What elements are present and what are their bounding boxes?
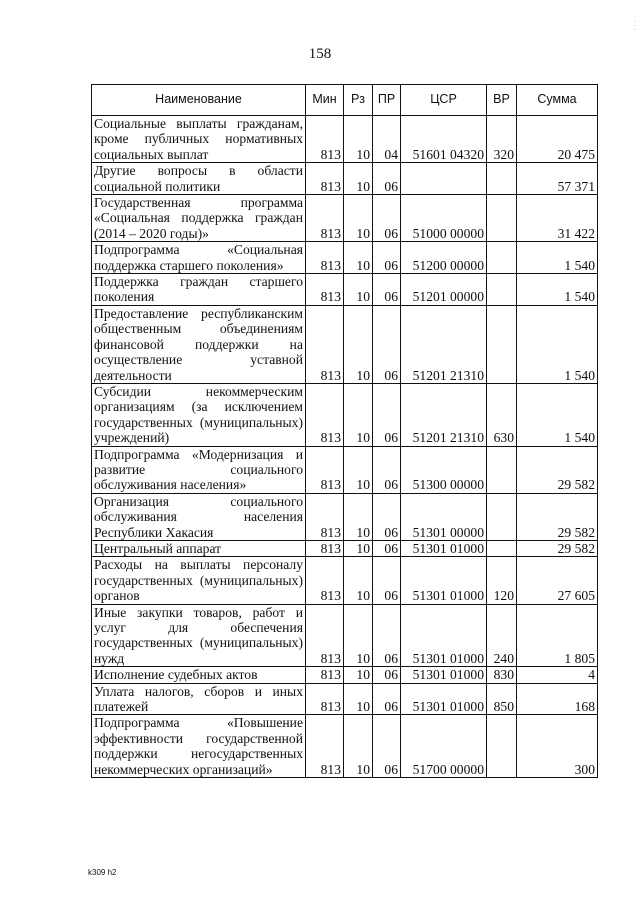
cell-vr: 120	[487, 557, 517, 604]
cell-sum: 1 540	[517, 274, 598, 306]
cell-vr: 240	[487, 604, 517, 667]
cell-name: Субсидии некоммерческим организациям (за исключением государственных (муниципальных) учреждений)	[92, 383, 306, 446]
cell-csr: 51301 00000	[401, 493, 487, 540]
cell-csr: 51301 01000	[401, 667, 487, 683]
cell-csr: 51201 21310	[401, 305, 487, 383]
cell-csr: 51301 01000	[401, 557, 487, 604]
header-pr: ПР	[373, 85, 401, 116]
table-row	[92, 242, 598, 274]
table-row	[92, 493, 598, 540]
cell-min: 813	[306, 195, 344, 242]
cell-sum: 1 540	[517, 242, 598, 274]
cell-sum: 1 540	[517, 383, 598, 446]
cell-pr: 06	[373, 383, 401, 446]
cell-rz: 10	[344, 715, 373, 778]
cell-pr: 06	[373, 195, 401, 242]
header-csr: ЦСР	[401, 85, 487, 116]
cell-vr	[487, 540, 517, 556]
budget-table	[91, 84, 598, 778]
cell-rz: 10	[344, 242, 373, 274]
cell-name: Расходы на выплаты персоналу государственных (муниципальных) органов	[92, 557, 306, 604]
table-body	[92, 116, 598, 778]
cell-sum: 27 605	[517, 557, 598, 604]
cell-rz: 10	[344, 493, 373, 540]
cell-rz: 10	[344, 383, 373, 446]
cell-rz: 10	[344, 667, 373, 683]
cell-min: 813	[306, 446, 344, 493]
table-row	[92, 195, 598, 242]
cell-pr: 06	[373, 274, 401, 306]
cell-pr: 06	[373, 242, 401, 274]
cell-pr: 06	[373, 540, 401, 556]
cell-rz: 10	[344, 116, 373, 163]
cell-vr	[487, 163, 517, 195]
cell-csr: 51301 01000	[401, 540, 487, 556]
cell-min: 813	[306, 493, 344, 540]
table-row	[92, 715, 598, 778]
cell-min: 813	[306, 305, 344, 383]
cell-name: Государственная программа «Социальная поддержка граждан (2014 – 2020 годы)»	[92, 195, 306, 242]
cell-name: Другие вопросы в области социальной политики	[92, 163, 306, 195]
cell-csr: 51700 00000	[401, 715, 487, 778]
cell-name: Уплата налогов, сборов и иных платежей	[92, 683, 306, 715]
cell-name: Поддержка граждан старшего поколения	[92, 274, 306, 306]
cell-sum: 300	[517, 715, 598, 778]
cell-name: Исполнение судебных актов	[92, 667, 306, 683]
cell-min: 813	[306, 683, 344, 715]
cell-csr: 51200 00000	[401, 242, 487, 274]
cell-name: Социальные выплаты гражданам, кроме публичных нормативных социальных выплат	[92, 116, 306, 163]
cell-vr	[487, 305, 517, 383]
cell-min: 813	[306, 557, 344, 604]
header-name: Наименование	[92, 85, 306, 116]
footer-code: k309 h2	[88, 868, 117, 877]
table-row	[92, 274, 598, 306]
cell-min: 813	[306, 274, 344, 306]
cell-name: Подпрограмма «Повышение эффективности государственной поддержки негосударственных некоммерческих организаций»	[92, 715, 306, 778]
cell-sum: 168	[517, 683, 598, 715]
cell-pr: 06	[373, 446, 401, 493]
cell-vr	[487, 242, 517, 274]
cell-min: 813	[306, 604, 344, 667]
header-min: Мин	[306, 85, 344, 116]
table-row	[92, 305, 598, 383]
cell-pr: 06	[373, 305, 401, 383]
cell-rz: 10	[344, 683, 373, 715]
table-row	[92, 540, 598, 556]
cell-csr: 51601 04320	[401, 116, 487, 163]
cell-vr	[487, 446, 517, 493]
cell-rz: 10	[344, 604, 373, 667]
cell-vr: 830	[487, 667, 517, 683]
cell-rz: 10	[344, 305, 373, 383]
cell-min: 813	[306, 242, 344, 274]
cell-sum: 4	[517, 667, 598, 683]
cell-name: Иные закупки товаров, работ и услуг для обеспечения государственных (муниципальных) нужд	[92, 604, 306, 667]
cell-name: Подпрограмма «Модернизация и развитие социального обслуживания населения»	[92, 446, 306, 493]
cell-name: Подпрограмма «Социальная поддержка старшего поколения»	[92, 242, 306, 274]
cell-min: 813	[306, 540, 344, 556]
cell-name: Предоставление республиканским общественным объединениям финансовой поддержки на осуществление уставной деятельности	[92, 305, 306, 383]
cell-pr: 06	[373, 163, 401, 195]
cell-vr	[487, 493, 517, 540]
cell-rz: 10	[344, 274, 373, 306]
cell-sum: 31 422	[517, 195, 598, 242]
cell-pr: 06	[373, 715, 401, 778]
table-row	[92, 116, 598, 163]
header-row	[92, 85, 598, 116]
cell-name: Центральный аппарат	[92, 540, 306, 556]
cell-rz: 10	[344, 195, 373, 242]
cell-pr: 06	[373, 493, 401, 540]
page-number: 158	[308, 46, 332, 62]
cell-vr	[487, 715, 517, 778]
cell-vr: 850	[487, 683, 517, 715]
cell-rz: 10	[344, 540, 373, 556]
table-header	[92, 85, 598, 116]
cell-min: 813	[306, 715, 344, 778]
cell-pr: 06	[373, 604, 401, 667]
cell-rz: 10	[344, 446, 373, 493]
table-row	[92, 446, 598, 493]
cell-pr: 04	[373, 116, 401, 163]
cell-csr: 51301 01000	[401, 683, 487, 715]
cell-vr: 320	[487, 116, 517, 163]
table-row	[92, 557, 598, 604]
cell-sum: 20 475	[517, 116, 598, 163]
cell-pr: 06	[373, 557, 401, 604]
table-row	[92, 604, 598, 667]
cell-min: 813	[306, 116, 344, 163]
cell-vr: 630	[487, 383, 517, 446]
cell-sum: 29 582	[517, 540, 598, 556]
table-row	[92, 667, 598, 683]
cell-csr: 51301 01000	[401, 604, 487, 667]
cell-sum: 1 540	[517, 305, 598, 383]
cell-sum: 57 371	[517, 163, 598, 195]
cell-rz: 10	[344, 557, 373, 604]
cell-name: Организация социального обслуживания населения Республики Хакасия	[92, 493, 306, 540]
cell-csr: 51300 00000	[401, 446, 487, 493]
cell-min: 813	[306, 383, 344, 446]
cell-csr	[401, 163, 487, 195]
cell-pr: 06	[373, 683, 401, 715]
cell-csr: 51201 00000	[401, 274, 487, 306]
cell-sum: 29 582	[517, 446, 598, 493]
cell-min: 813	[306, 667, 344, 683]
table-row	[92, 163, 598, 195]
cell-min: 813	[306, 163, 344, 195]
header-sum: Сумма	[517, 85, 598, 116]
cell-csr: 51000 00000	[401, 195, 487, 242]
cell-sum: 29 582	[517, 493, 598, 540]
cell-rz: 10	[344, 163, 373, 195]
header-vr: ВР	[487, 85, 517, 116]
cell-pr: 06	[373, 667, 401, 683]
table-row	[92, 683, 598, 715]
cell-sum: 1 805	[517, 604, 598, 667]
header-rz: Рз	[344, 85, 373, 116]
edge-scan-marks: · · ·	[631, 20, 638, 31]
cell-vr	[487, 195, 517, 242]
table-row	[92, 383, 598, 446]
cell-csr: 51201 21310	[401, 383, 487, 446]
cell-vr	[487, 274, 517, 306]
